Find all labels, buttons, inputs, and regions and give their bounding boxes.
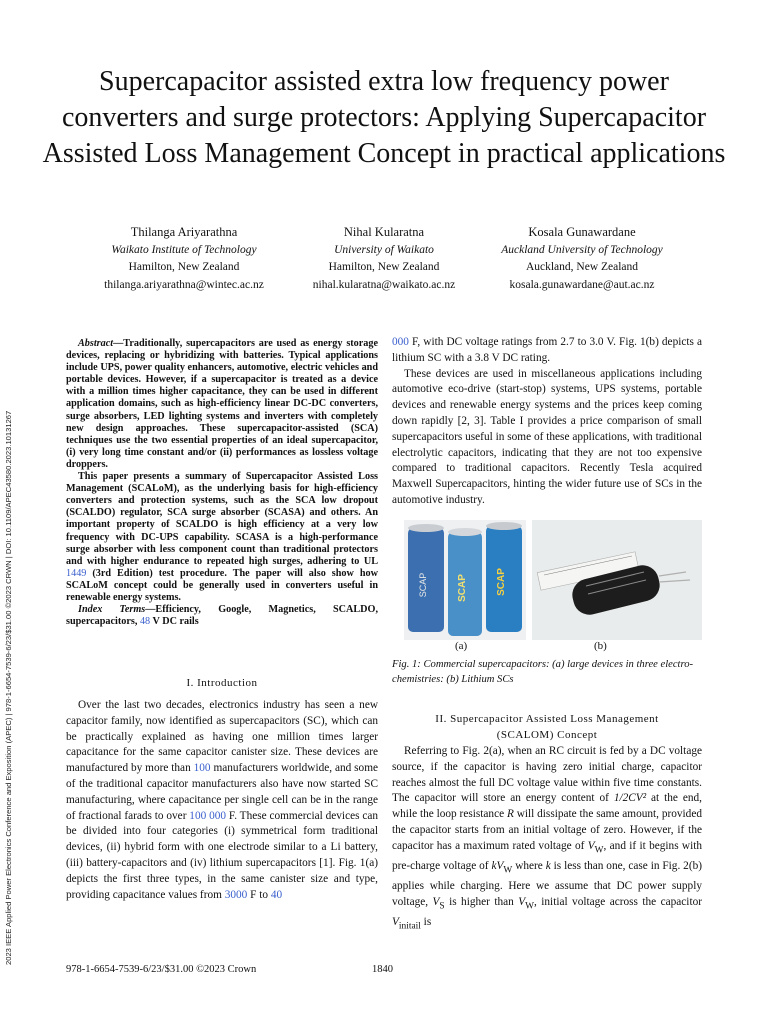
author-block-1 [84,224,284,294]
author-name: Thilanga Ariyarathna [130,225,238,239]
supercapacitor-can-2 [448,528,482,636]
author-email: thilanga.ariyarathna@wintec.ac.nz [104,278,264,291]
paragraph-text: where [512,859,546,872]
author-affiliation: Auckland University of Technology [501,243,663,256]
figure-1-photos [404,520,702,640]
author-name: Kosala Gunawardane [528,225,636,239]
index-number: 48 [139,616,151,628]
author-location: Auckland, New Zealand [525,261,639,273]
index-terms-label: Index Terms [78,604,146,616]
paragraph-text: Referring to Fig. 2(a), when an RC circuit is fed by a DC voltage source, if the capacitor is having zero initial charge, capacitor reaches almost the full DC voltage value within five time constants. The capacitor will store an energy content of [392,745,702,805]
paragraph-text: will dissipate the same amount, provided the capacitor starts from an initial voltage of zero. However, if the capacitor has a maximum rated voltage of [392,808,702,852]
figure-label-a: (a) [455,640,468,652]
can-top [408,524,444,532]
author-affiliation: University of Waikato [334,243,434,256]
section2-text [392,744,702,935]
figure-caption: Fig. 1: Commercial supercapacitors: (a) large devices in three electro-chemistries: (b) Lithium SCs [392,659,694,685]
index-terms: —Efficiency, Google, Magnetics, SCALDO, supercapacitors, [66,604,378,628]
author-affiliation: Waikato Institute of Technology [111,243,257,256]
intro-number: 40 [270,888,283,901]
author-email: nihal.kularatna@waikato.ac.nz [312,278,456,291]
can-top [448,528,482,536]
equation-subscript: initail [398,920,421,931]
intro-text: Over the last two decades, electronics industry has seen a new capacitor family, now identified as supercapacitors (SC), which can be practically explained as having one million times larger capacitance for the same capacitor canister size. These devices are manufactured by more than [66,699,378,775]
introduction-text [66,698,378,903]
page-number: 1840 [372,964,393,975]
equation-subscript: W [503,865,513,876]
section-heading-line: (SCALOM) Concept [496,729,598,741]
can-label: SCAP [496,568,507,596]
abstract-text: —Traditionally, supercapacitors are used as energy storage devices, replacing or hybridizing with batteries. Typical applications include UPS, power quality enhancers, automotive, electric vehicles and portable devices. However, if a supercapacitor is treated as a device with a million times higher capacitance, they can be used in different application domains, such as high-efficiency linear DC-DC converters, surge absorbers, LED lighting systems and inverters with completely new design approaches. These supercapacitor-assisted (SCA) techniques use the two essential properties of an ideal supercapacitor, (i) very long time constant and/or (ii) performances as lossless voltage droppers. [66,338,378,470]
equation: k [545,859,551,872]
author-location: Hamilton, New Zealand [128,261,240,273]
right-column-text [392,335,702,509]
equation: 1/2CV² [613,792,647,805]
equation: V [587,839,595,852]
equation-subscript: S [439,900,445,911]
paragraph-text: , initial voltage across the capacitor [534,895,703,908]
continued-number: 000 [392,336,409,348]
author-location: Hamilton, New Zealand [328,261,440,273]
equation-subscript: W [525,900,535,911]
section-heading-introduction: I. Introduction [186,677,258,689]
paper-title: Supercapacitor assisted extra low frequency power converters and surge protectors: Applying Supercapacitor Assisted Loss Management Concept in practical applications [42,66,726,169]
equation: kV [491,859,504,872]
equation: V [432,895,440,908]
section-heading-line: II. Supercapacitor Assisted Loss Management [435,713,659,725]
figure-1 [404,520,702,640]
intro-number: 100 [193,762,211,775]
equation: V [392,915,399,928]
sidebar-doi-text: 2023 IEEE Applied Power Electronics Conference and Exposition (APEC) | 978-1-6654-7539-6/23/$31.00 ©2023 CRWN | DOI: 10.1109/APEC43580.2023.10131267 [4,410,13,965]
paragraph-text: These devices are used in miscellaneous applications including automotive eco-drive (start-stop) systems, UPS systems, portable devices and renewable energy systems and the prices keep coming down rapidly [2, 3]. Table I provides a price comparison of small supercapacitors useful in some of these applications, with traditional electrolytic capacitors, indicating that they are not too expensive compared to traditional capacitors. Recently Tesla acquired Maxwell Supercapacitors, hinting the wider future use of SCs in the automotive industry. [392,367,702,506]
index-terms: V DC rails [150,616,199,628]
can-top [486,522,522,530]
equation-subscript: W [594,845,604,856]
paragraph-text: at the end, while the loop resistance [392,792,702,821]
footer-isbn: 978-1-6654-7539-6/23/$31.00 ©2023 Crown [66,964,257,975]
intro-number: 3000 [224,888,248,901]
paragraph-text: , and if it begins with pre-charge voltage of [392,839,702,872]
intro-number: 100 000 [189,809,227,822]
paragraph-text: F, with DC voltage ratings from 2.7 to 3.0 V. Fig. 1(b) depicts a lithium SC with a 3.8 V DC rating. [392,336,702,364]
can-label: SCAP [418,572,428,598]
abstract-label: Abstract [78,338,114,349]
supercapacitor-can-1 [408,524,444,632]
author-name: Nihal Kularatna [343,225,425,239]
abstract-number: 1449 [66,567,87,579]
can-label: SCAP [457,574,468,602]
intro-text: manufacturers worldwide, and some of the traditional capacitor manufacturers also have now started SC manufacturing, where capacitance per single cell can be in the range of fractional farads to over [66,762,379,822]
figure-label-b: (b) [594,640,607,652]
author-email: kosala.gunawardane@aut.ac.nz [509,278,655,291]
intro-text: F. These commercial devices can be divided into four categories (i) symmetrical form traditional devices, (ii) hybrid form with one electrode similar to a Li battery, (iii) battery-capacitors and (iv) lithium supercapacitors [1]. Fig. 1(a) depicts the first three types, in the same canister size and type, providing capacitance values from [66,809,378,901]
section-heading-scalom [392,711,702,743]
paragraph-text: is higher than [444,895,519,908]
equation: V [518,895,526,908]
paragraph-text: is less than one, case in Fig. 2(b) applies while charging. Here we assume that DC power supply voltage, [392,859,703,908]
intro-text: F to [247,888,271,901]
abstract-text: (3rd Edition) test procedure. The paper will also show how SCALoM concept could be generally used in converters useful in renewable energy systems. [66,567,378,603]
supercapacitor-can-3 [486,522,522,632]
author-block-2 [284,224,484,294]
paragraph-text: is [420,915,432,928]
abstract-text: This paper presents a summary of Supercapacitor Assisted Loss Management (SCALoM), as the underlying basis for high-efficiency converters and protection systems, such as the SCA low dropout (SCALDO) regulator, SCA surge absorber (SCASA) and others. An important property of SCALDO is high efficiency at a very low frequency with DC-UPS capability. SCASA is a high-performance surge absorber with less component count than traditional protectors and with higher endurance to repeated high surges, adhering to UL [66,471,378,567]
equation: R [506,808,514,821]
abstract [66,338,378,628]
author-block-3 [482,224,682,294]
